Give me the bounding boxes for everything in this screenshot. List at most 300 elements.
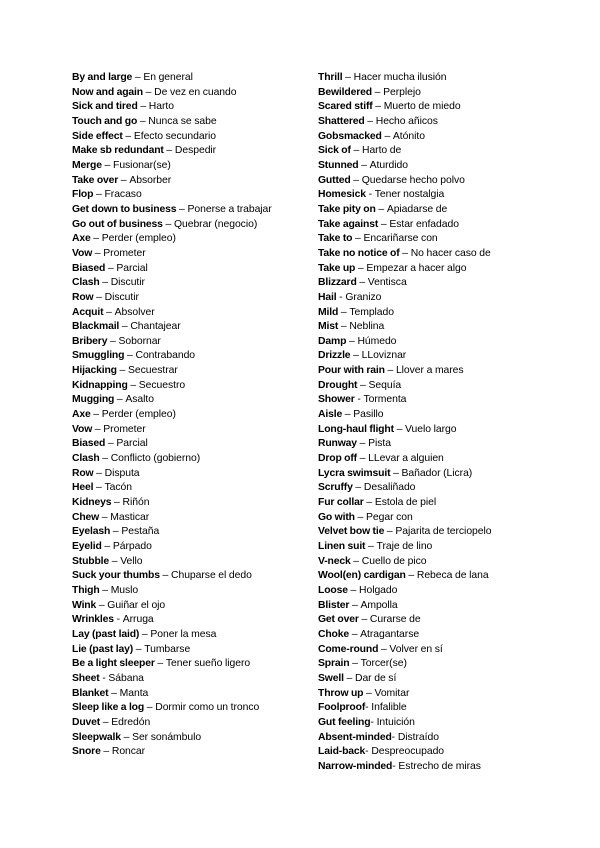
vocab-separator: – bbox=[352, 233, 364, 245]
vocab-entry bbox=[318, 349, 530, 364]
vocab-entry bbox=[72, 555, 298, 570]
vocab-entry bbox=[72, 467, 298, 482]
vocab-separator: - bbox=[392, 760, 399, 772]
vocab-term: Biased bbox=[72, 262, 106, 274]
vocab-term: Aisle bbox=[318, 409, 343, 421]
vocab-entry bbox=[318, 86, 530, 101]
vocab-term: Sick and tired bbox=[72, 101, 138, 113]
vocab-separator: – bbox=[350, 174, 362, 186]
vocabulary-column-right bbox=[318, 71, 530, 775]
vocab-definition: Muerto de miedo bbox=[383, 101, 461, 113]
vocab-definition: Asalto bbox=[125, 394, 154, 406]
vocab-entry bbox=[72, 496, 298, 511]
vocab-separator: – bbox=[122, 130, 134, 142]
vocab-definition: Quedarse hecho polvo bbox=[361, 174, 465, 186]
vocab-term: Row bbox=[72, 467, 94, 479]
vocab-entry bbox=[72, 599, 298, 614]
vocab-definition: Nunca se sabe bbox=[148, 115, 217, 127]
vocab-term: Take against bbox=[318, 218, 379, 230]
vocab-definition: Ser sonámbulo bbox=[132, 731, 202, 743]
vocab-definition: No hacer caso de bbox=[410, 247, 491, 259]
vocab-definition: En general bbox=[143, 72, 193, 83]
vocab-term: Axe bbox=[72, 233, 91, 245]
vocab-separator: – bbox=[93, 482, 105, 494]
vocab-entry bbox=[72, 174, 298, 189]
vocab-term: Side effect bbox=[72, 130, 123, 142]
vocab-entry bbox=[72, 584, 298, 599]
vocab-term: Blister bbox=[318, 599, 350, 611]
vocab-entry bbox=[318, 511, 530, 526]
vocab-separator: – bbox=[132, 72, 144, 83]
vocab-separator: - bbox=[365, 746, 372, 758]
vocab-term: Long-haul flight bbox=[318, 423, 394, 435]
vocab-definition: Conflicto (gobierno) bbox=[110, 453, 201, 465]
vocab-separator: – bbox=[108, 687, 120, 699]
vocab-term: Wrinkles bbox=[72, 614, 114, 626]
vocab-separator: – bbox=[349, 628, 361, 640]
vocab-definition: Apiadarse de bbox=[386, 203, 448, 215]
vocab-term: Scared stiff bbox=[318, 101, 373, 113]
vocab-separator: – bbox=[342, 409, 354, 421]
vocab-separator: – bbox=[365, 541, 377, 552]
vocab-entry bbox=[72, 276, 298, 291]
vocab-entry bbox=[72, 657, 298, 672]
vocab-term: V-neck bbox=[318, 555, 351, 567]
vocab-separator: – bbox=[364, 115, 376, 127]
vocab-entry bbox=[318, 115, 530, 130]
vocab-separator: – bbox=[93, 291, 105, 303]
vocab-definition: Perder (empleo) bbox=[101, 233, 176, 245]
vocab-definition: Holgado bbox=[359, 584, 398, 596]
vocab-entry bbox=[318, 745, 530, 760]
vocab-separator: – bbox=[378, 643, 390, 655]
vocab-entry bbox=[318, 423, 530, 438]
vocab-term: Bewildered bbox=[318, 86, 372, 98]
vocab-term: Lycra swimsuit bbox=[318, 467, 391, 479]
vocab-entry bbox=[72, 687, 298, 702]
vocab-definition: Poner la mesa bbox=[150, 628, 217, 640]
vocab-definition: Atragantarse bbox=[360, 628, 420, 640]
vocab-term: Take over bbox=[72, 174, 119, 186]
vocab-entry bbox=[72, 423, 298, 438]
vocab-separator: – bbox=[93, 189, 105, 201]
vocab-separator: – bbox=[119, 321, 131, 333]
vocab-definition: Ampolla bbox=[360, 599, 398, 611]
vocab-definition: Parcial bbox=[116, 262, 148, 274]
vocab-separator: – bbox=[99, 453, 111, 465]
vocab-separator: - bbox=[370, 716, 377, 728]
vocab-term: Choke bbox=[318, 628, 350, 640]
vocab-entry bbox=[318, 555, 530, 570]
vocab-definition: Torcer(se) bbox=[360, 658, 407, 670]
vocab-term: Gut feeling bbox=[318, 716, 371, 728]
vocab-entry bbox=[318, 335, 530, 350]
vocab-separator: – bbox=[350, 350, 362, 362]
vocab-entry bbox=[72, 203, 298, 218]
vocab-definition: Estrecho de miras bbox=[398, 760, 481, 772]
vocab-separator: – bbox=[100, 746, 112, 758]
vocab-definition: Manta bbox=[119, 687, 149, 699]
vocab-entry bbox=[318, 291, 530, 306]
vocab-entry bbox=[72, 481, 298, 496]
vocab-term: Lie (past lay) bbox=[72, 643, 134, 655]
vocab-entry bbox=[72, 701, 298, 716]
vocab-entry bbox=[72, 525, 298, 540]
vocab-separator: – bbox=[356, 438, 369, 450]
vocab-definition: Chantajear bbox=[130, 321, 181, 333]
vocab-separator: – bbox=[99, 584, 111, 596]
vocab-separator: – bbox=[99, 511, 111, 523]
vocab-definition: Curarse de bbox=[369, 614, 421, 626]
vocab-term: Clash bbox=[72, 453, 100, 465]
vocab-definition: Quebrar (negocio) bbox=[173, 218, 258, 230]
vocab-definition: Contrabando bbox=[135, 350, 196, 362]
vocab-separator: – bbox=[384, 526, 396, 538]
vocab-definition: Secuestrar bbox=[128, 365, 178, 377]
vocab-definition: Húmedo bbox=[357, 335, 397, 347]
vocab-separator: – bbox=[105, 262, 117, 274]
vocab-term: Shower bbox=[318, 394, 355, 406]
vocab-separator: – bbox=[358, 614, 370, 626]
vocab-term: Gobsmacked bbox=[318, 130, 382, 142]
vocab-entry bbox=[72, 540, 298, 555]
vocab-term: By and large bbox=[72, 72, 133, 83]
vocab-term: Merge bbox=[72, 159, 102, 171]
vocab-definition: Discutir bbox=[104, 291, 139, 303]
vocab-term: Now and again bbox=[72, 86, 143, 98]
vocab-term: Linen suit bbox=[318, 541, 366, 552]
vocab-separator: – bbox=[350, 145, 362, 157]
vocab-entry bbox=[318, 232, 530, 247]
vocab-definition: Guiñar el ojo bbox=[107, 599, 166, 611]
vocab-definition: Pestaña bbox=[121, 526, 160, 538]
vocab-term: Eyelid bbox=[72, 541, 102, 552]
vocab-entry bbox=[318, 731, 530, 746]
vocab-entry bbox=[72, 672, 298, 687]
vocab-definition: Absolver bbox=[114, 306, 155, 318]
vocab-term: Pour with rain bbox=[318, 365, 385, 377]
vocab-separator: – bbox=[375, 203, 387, 215]
vocab-separator: – bbox=[355, 262, 367, 274]
vocab-term: Touch and go bbox=[72, 115, 138, 127]
vocab-separator: – bbox=[99, 277, 111, 289]
vocab-term: Swell bbox=[318, 672, 344, 684]
vocab-separator: – bbox=[159, 570, 172, 582]
vocab-entry bbox=[318, 481, 530, 496]
vocab-term: Drizzle bbox=[318, 350, 351, 362]
vocab-entry bbox=[318, 159, 530, 174]
vocab-term: Wink bbox=[72, 599, 97, 611]
vocab-entry bbox=[318, 247, 530, 262]
vocab-separator: – bbox=[154, 658, 166, 670]
vocab-definition: Templado bbox=[349, 306, 394, 318]
vocab-separator: – bbox=[163, 145, 175, 157]
vocab-entry bbox=[72, 613, 298, 628]
vocabulary-column-left bbox=[72, 71, 298, 760]
vocab-definition: Distraído bbox=[397, 731, 439, 743]
vocab-term: Be a light sleeper bbox=[72, 658, 155, 670]
vocab-definition: Pajarita de terciopelo bbox=[395, 526, 492, 538]
vocab-term: Duvet bbox=[72, 716, 101, 728]
vocab-entry bbox=[318, 203, 530, 218]
vocab-entry bbox=[72, 335, 298, 350]
vocab-separator: – bbox=[100, 716, 112, 728]
vocab-separator: – bbox=[354, 511, 366, 523]
vocab-term: Mist bbox=[318, 321, 339, 333]
vocab-term: Hail bbox=[318, 291, 337, 303]
vocab-separator: – bbox=[346, 335, 358, 347]
vocab-term: Runway bbox=[318, 438, 357, 450]
vocab-definition: Desaliñado bbox=[363, 482, 416, 494]
vocab-entry bbox=[318, 71, 530, 86]
vocab-definition: Efecto secundario bbox=[133, 130, 216, 142]
vocab-entry bbox=[72, 569, 298, 584]
vocab-definition: Masticar bbox=[110, 511, 150, 523]
vocab-term: Sick of bbox=[318, 145, 351, 157]
vocab-separator: – bbox=[162, 218, 174, 230]
vocab-term: Blizzard bbox=[318, 277, 357, 289]
vocab-definition: Pegar con bbox=[366, 511, 413, 523]
vocab-term: Take to bbox=[318, 233, 353, 245]
vocab-separator: – bbox=[109, 555, 121, 567]
vocab-term: Clash bbox=[72, 277, 100, 289]
vocab-term: Mugging bbox=[72, 394, 115, 406]
vocab-separator: – bbox=[338, 321, 350, 333]
vocab-separator: – bbox=[116, 365, 129, 377]
vocab-definition: Fusionar(se) bbox=[113, 159, 171, 171]
vocab-term: Flop bbox=[72, 189, 94, 201]
vocab-term: Bribery bbox=[72, 335, 108, 347]
vocab-term: Mild bbox=[318, 306, 339, 318]
vocab-definition: Infalible bbox=[371, 702, 407, 714]
vocab-term: Absent-minded bbox=[318, 731, 392, 743]
vocab-separator: – bbox=[111, 497, 123, 509]
vocab-definition: Llover a mares bbox=[395, 365, 464, 377]
vocab-definition: Arruga bbox=[122, 614, 154, 626]
vocab-definition: Tormenta bbox=[363, 394, 407, 406]
vocab-separator: – bbox=[349, 658, 361, 670]
vocab-term: Drought bbox=[318, 379, 358, 391]
vocab-entry bbox=[318, 320, 530, 335]
vocab-entry bbox=[72, 628, 298, 643]
vocab-entry bbox=[318, 467, 530, 482]
vocab-entry bbox=[72, 745, 298, 760]
vocab-term: Throw up bbox=[318, 687, 364, 699]
vocab-entry bbox=[318, 188, 530, 203]
vocab-entry bbox=[318, 716, 530, 731]
vocab-entry bbox=[318, 262, 530, 277]
vocab-definition: Hecho añicos bbox=[375, 115, 438, 127]
vocab-term: Sheet bbox=[72, 672, 100, 684]
vocab-entry bbox=[72, 115, 298, 130]
vocab-definition: Hacer mucha ilusión bbox=[353, 72, 447, 83]
vocab-entry bbox=[72, 159, 298, 174]
vocab-separator: – bbox=[356, 277, 368, 289]
vocab-entry bbox=[318, 599, 530, 614]
vocab-definition: Tumbarse bbox=[144, 643, 191, 655]
vocab-separator: – bbox=[90, 233, 102, 245]
vocab-term: Eyelash bbox=[72, 526, 111, 538]
vocab-definition: Sequía bbox=[368, 379, 402, 391]
vocab-definition: Vello bbox=[120, 555, 143, 567]
vocab-separator: – bbox=[118, 174, 130, 186]
vocab-separator: – bbox=[105, 438, 117, 450]
vocab-term: Get over bbox=[318, 614, 359, 626]
vocab-separator: – bbox=[350, 555, 362, 567]
vocab-term: Take no notice of bbox=[318, 247, 400, 259]
vocab-term: Wool(en) cardigan bbox=[318, 570, 406, 582]
vocab-term: Row bbox=[72, 291, 94, 303]
vocab-definition: De vez en cuando bbox=[154, 86, 237, 98]
vocab-term: Blackmail bbox=[72, 321, 120, 333]
vocab-term: Blanket bbox=[72, 687, 109, 699]
vocab-definition: Chuparse el dedo bbox=[171, 570, 252, 582]
vocab-definition: LLevar a alguien bbox=[368, 453, 444, 465]
vocab-term: Scruffy bbox=[318, 482, 353, 494]
vocab-entry bbox=[72, 320, 298, 335]
vocab-entry bbox=[72, 716, 298, 731]
vocab-definition: Cuello de pico bbox=[361, 555, 427, 567]
vocab-definition: Párpado bbox=[112, 541, 152, 552]
vocab-term: Get down to business bbox=[72, 203, 177, 215]
vocab-separator: – bbox=[139, 628, 151, 640]
vocab-separator: - bbox=[336, 291, 346, 303]
vocab-entry bbox=[318, 496, 530, 511]
vocab-definition: Encariñarse con bbox=[363, 233, 438, 245]
vocab-entry bbox=[72, 437, 298, 452]
vocab-definition: Volver en sí bbox=[389, 643, 443, 655]
vocab-entry bbox=[72, 218, 298, 233]
vocab-term: Kidnapping bbox=[72, 379, 128, 391]
vocab-separator: – bbox=[384, 365, 396, 377]
vocab-term: Acquit bbox=[72, 306, 104, 318]
vocab-entry bbox=[318, 276, 530, 291]
vocab-entry bbox=[72, 511, 298, 526]
vocab-definition: Atónito bbox=[392, 130, 425, 142]
vocab-term: Heel bbox=[72, 482, 94, 494]
vocab-term: Take up bbox=[318, 262, 356, 274]
vocab-entry bbox=[72, 262, 298, 277]
vocab-separator: – bbox=[378, 218, 390, 230]
vocab-term: Hijacking bbox=[72, 365, 117, 377]
vocab-separator: – bbox=[343, 672, 355, 684]
vocab-definition: Estola de piel bbox=[374, 497, 437, 509]
vocab-term: Thigh bbox=[72, 584, 100, 596]
vocab-definition: Vuelo largo bbox=[405, 423, 457, 435]
vocab-separator: - bbox=[113, 614, 123, 626]
vocab-entry bbox=[72, 349, 298, 364]
vocab-entry bbox=[72, 232, 298, 247]
vocab-entry bbox=[318, 130, 530, 145]
vocab-entry bbox=[318, 584, 530, 599]
vocab-term: Axe bbox=[72, 409, 91, 421]
vocab-entry bbox=[72, 306, 298, 321]
vocab-separator: – bbox=[92, 423, 104, 435]
vocab-term: Suck your thumbs bbox=[72, 570, 160, 582]
vocab-separator: – bbox=[124, 350, 136, 362]
vocab-term: Chew bbox=[72, 511, 100, 523]
vocab-separator: – bbox=[103, 306, 115, 318]
vocab-term: Snore bbox=[72, 746, 101, 758]
vocab-definition: Pista bbox=[368, 438, 391, 450]
vocab-definition: Perder (empleo) bbox=[101, 409, 176, 421]
vocab-entry bbox=[72, 188, 298, 203]
vocab-term: Laid-back bbox=[318, 746, 366, 758]
vocab-definition: Empezar a hacer algo bbox=[366, 262, 467, 274]
vocab-separator: – bbox=[114, 394, 126, 406]
vocab-entry bbox=[318, 100, 530, 115]
vocab-separator: – bbox=[363, 687, 375, 699]
vocab-separator: – bbox=[120, 731, 133, 743]
vocab-term: Drop off bbox=[318, 453, 357, 465]
vocab-separator: – bbox=[349, 599, 361, 611]
vocab-entry bbox=[318, 613, 530, 628]
vocab-definition: Perplejo bbox=[383, 86, 421, 98]
vocab-entry bbox=[318, 540, 530, 555]
vocab-separator: – bbox=[127, 379, 139, 391]
vocab-definition: Roncar bbox=[111, 746, 146, 758]
vocab-separator: – bbox=[399, 247, 411, 259]
vocab-entry bbox=[318, 144, 530, 159]
vocab-separator: – bbox=[137, 115, 149, 127]
vocab-definition: Harto de bbox=[361, 145, 402, 157]
vocab-entry bbox=[318, 657, 530, 672]
vocab-term: Smuggling bbox=[72, 350, 125, 362]
vocab-definition: Tener sueño ligero bbox=[165, 658, 251, 670]
vocab-separator: – bbox=[338, 306, 350, 318]
vocab-separator: – bbox=[352, 482, 364, 494]
vocab-definition: Bañador (Licra) bbox=[401, 467, 473, 479]
vocab-entry bbox=[72, 364, 298, 379]
vocab-separator: – bbox=[142, 86, 155, 98]
vocab-definition: Despedir bbox=[174, 145, 217, 157]
vocab-definition: Pasillo bbox=[353, 409, 384, 421]
vocab-separator: – bbox=[342, 72, 354, 83]
vocab-separator: – bbox=[176, 203, 188, 215]
vocab-term: Make sb redundant bbox=[72, 145, 164, 157]
vocab-entry bbox=[72, 643, 298, 658]
vocab-term: Loose bbox=[318, 584, 348, 596]
vocab-separator: - bbox=[391, 731, 398, 743]
vocab-definition: Edredón bbox=[111, 716, 151, 728]
vocab-definition: Ventisca bbox=[367, 277, 407, 289]
vocab-term: Homesick bbox=[318, 189, 366, 201]
vocab-entry bbox=[72, 247, 298, 262]
vocab-definition: Dar de sí bbox=[354, 672, 397, 684]
vocab-separator: – bbox=[137, 101, 149, 113]
vocab-separator: - bbox=[365, 189, 375, 201]
vocab-separator: – bbox=[144, 702, 156, 714]
vocab-definition: Tacón bbox=[104, 482, 132, 494]
vocab-definition: Parcial bbox=[116, 438, 148, 450]
vocab-definition: Tener nostalgia bbox=[374, 189, 445, 201]
vocab-separator: – bbox=[96, 599, 108, 611]
vocab-entry bbox=[318, 643, 530, 658]
vocab-term: Vow bbox=[72, 247, 93, 259]
vocab-definition: Sábana bbox=[108, 672, 144, 684]
vocab-separator: – bbox=[133, 643, 145, 655]
vocab-definition: Dormir como un tronco bbox=[155, 702, 260, 714]
vocab-entry bbox=[318, 174, 530, 189]
vocab-separator: – bbox=[92, 247, 104, 259]
vocab-separator: – bbox=[363, 497, 375, 509]
vocab-term: Come-round bbox=[318, 643, 379, 655]
vocab-term: Go out of business bbox=[72, 218, 163, 230]
vocab-entry bbox=[72, 731, 298, 746]
vocab-separator: – bbox=[393, 423, 406, 435]
vocab-entry bbox=[72, 408, 298, 423]
vocab-entry bbox=[318, 218, 530, 233]
